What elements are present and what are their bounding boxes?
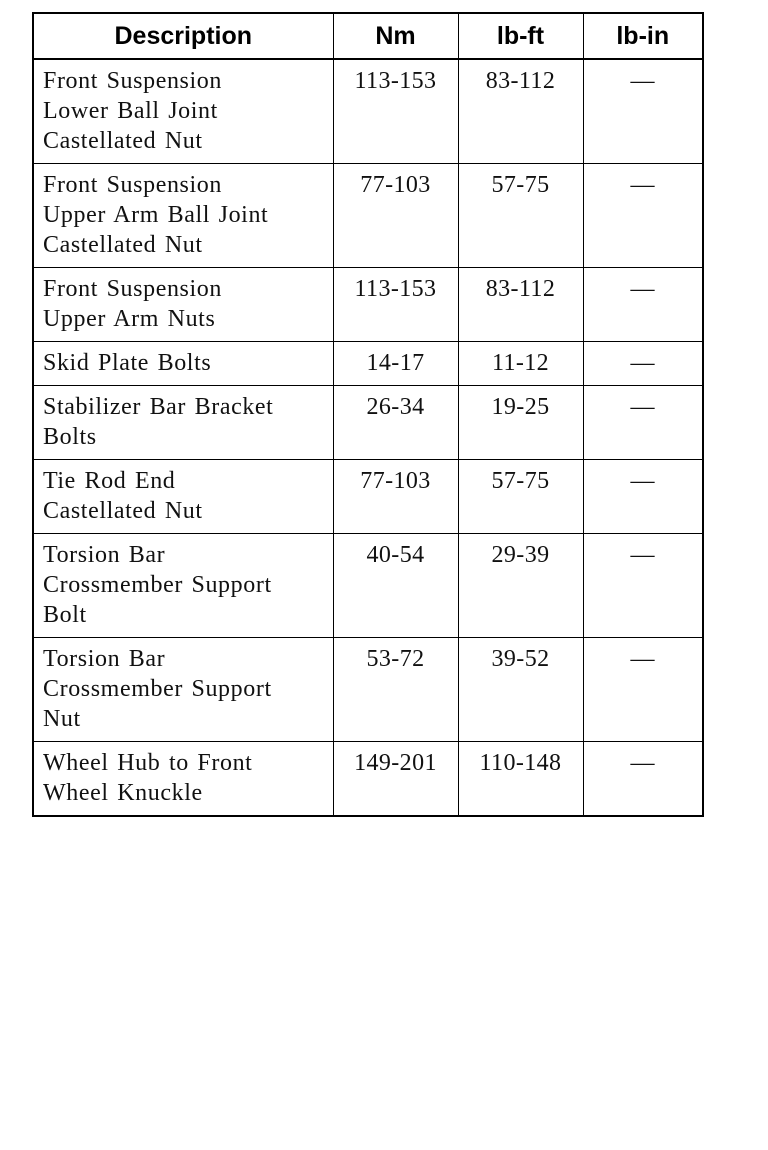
cell-description bbox=[33, 342, 333, 386]
table-row bbox=[33, 268, 703, 342]
header-lb-in: lb-in bbox=[583, 13, 703, 59]
cell-nm: 26-34 bbox=[333, 386, 458, 460]
description-line: Front Suspension bbox=[43, 276, 222, 302]
cell-nm: 77-103 bbox=[333, 460, 458, 534]
table-row bbox=[33, 164, 703, 268]
description-line: Front Suspension bbox=[43, 68, 222, 94]
table-row bbox=[33, 742, 703, 817]
description-line: Torsion Bar bbox=[43, 542, 166, 568]
cell-description bbox=[33, 534, 333, 638]
cell-lb-ft: 110-148 bbox=[458, 742, 583, 817]
cell-nm: 14-17 bbox=[333, 342, 458, 386]
cell-lb-ft: 57-75 bbox=[458, 460, 583, 534]
table-header bbox=[33, 13, 703, 59]
cell-description bbox=[33, 59, 333, 164]
description-line: Skid Plate Bolts bbox=[43, 350, 212, 376]
table-row bbox=[33, 59, 703, 164]
table-row bbox=[33, 460, 703, 534]
cell-lb-in: — bbox=[583, 342, 703, 386]
description-line: Bolts bbox=[43, 424, 97, 450]
description-line: Nut bbox=[43, 706, 81, 732]
cell-nm: 40-54 bbox=[333, 534, 458, 638]
header-row bbox=[33, 13, 703, 59]
description-line: Tie Rod End bbox=[43, 468, 176, 494]
table-row bbox=[33, 342, 703, 386]
cell-lb-ft: 83-112 bbox=[458, 59, 583, 164]
description-line: Torsion Bar bbox=[43, 646, 166, 672]
cell-lb-in: — bbox=[583, 386, 703, 460]
cell-nm: 113-153 bbox=[333, 59, 458, 164]
cell-description bbox=[33, 386, 333, 460]
description-line: Bolt bbox=[43, 602, 87, 628]
description-line: Upper Arm Nuts bbox=[43, 306, 216, 332]
cell-description bbox=[33, 268, 333, 342]
description-line: Castellated Nut bbox=[43, 128, 203, 154]
description-line: Lower Ball Joint bbox=[43, 98, 218, 124]
cell-lb-in: — bbox=[583, 638, 703, 742]
cell-description bbox=[33, 638, 333, 742]
cell-description bbox=[33, 460, 333, 534]
table-row bbox=[33, 534, 703, 638]
cell-nm: 113-153 bbox=[333, 268, 458, 342]
description-line: Wheel Hub to Front bbox=[43, 750, 253, 776]
description-line: Castellated Nut bbox=[43, 232, 203, 258]
description-line: Stabilizer Bar Bracket bbox=[43, 394, 274, 420]
cell-lb-ft: 83-112 bbox=[458, 268, 583, 342]
description-line: Crossmember Support bbox=[43, 676, 272, 702]
table-row bbox=[33, 638, 703, 742]
header-description: Description bbox=[33, 13, 333, 59]
cell-nm: 149-201 bbox=[333, 742, 458, 817]
description-line: Front Suspension bbox=[43, 172, 222, 198]
description-line: Wheel Knuckle bbox=[43, 780, 203, 806]
table-body bbox=[33, 59, 703, 816]
cell-lb-in: — bbox=[583, 742, 703, 817]
cell-nm: 77-103 bbox=[333, 164, 458, 268]
cell-lb-in: — bbox=[583, 534, 703, 638]
cell-lb-in: — bbox=[583, 460, 703, 534]
cell-description bbox=[33, 742, 333, 817]
cell-lb-ft: 19-25 bbox=[458, 386, 583, 460]
header-nm: Nm bbox=[333, 13, 458, 59]
cell-lb-ft: 57-75 bbox=[458, 164, 583, 268]
description-line: Upper Arm Ball Joint bbox=[43, 202, 269, 228]
description-line: Crossmember Support bbox=[43, 572, 272, 598]
cell-nm: 53-72 bbox=[333, 638, 458, 742]
cell-lb-in: — bbox=[583, 164, 703, 268]
description-line: Castellated Nut bbox=[43, 498, 203, 524]
cell-lb-in: — bbox=[583, 59, 703, 164]
cell-lb-ft: 29-39 bbox=[458, 534, 583, 638]
table-row bbox=[33, 386, 703, 460]
cell-lb-in: — bbox=[583, 268, 703, 342]
cell-lb-ft: 39-52 bbox=[458, 638, 583, 742]
torque-specification-table bbox=[32, 12, 704, 817]
cell-description bbox=[33, 164, 333, 268]
cell-lb-ft: 11-12 bbox=[458, 342, 583, 386]
header-lb-ft: lb-ft bbox=[458, 13, 583, 59]
